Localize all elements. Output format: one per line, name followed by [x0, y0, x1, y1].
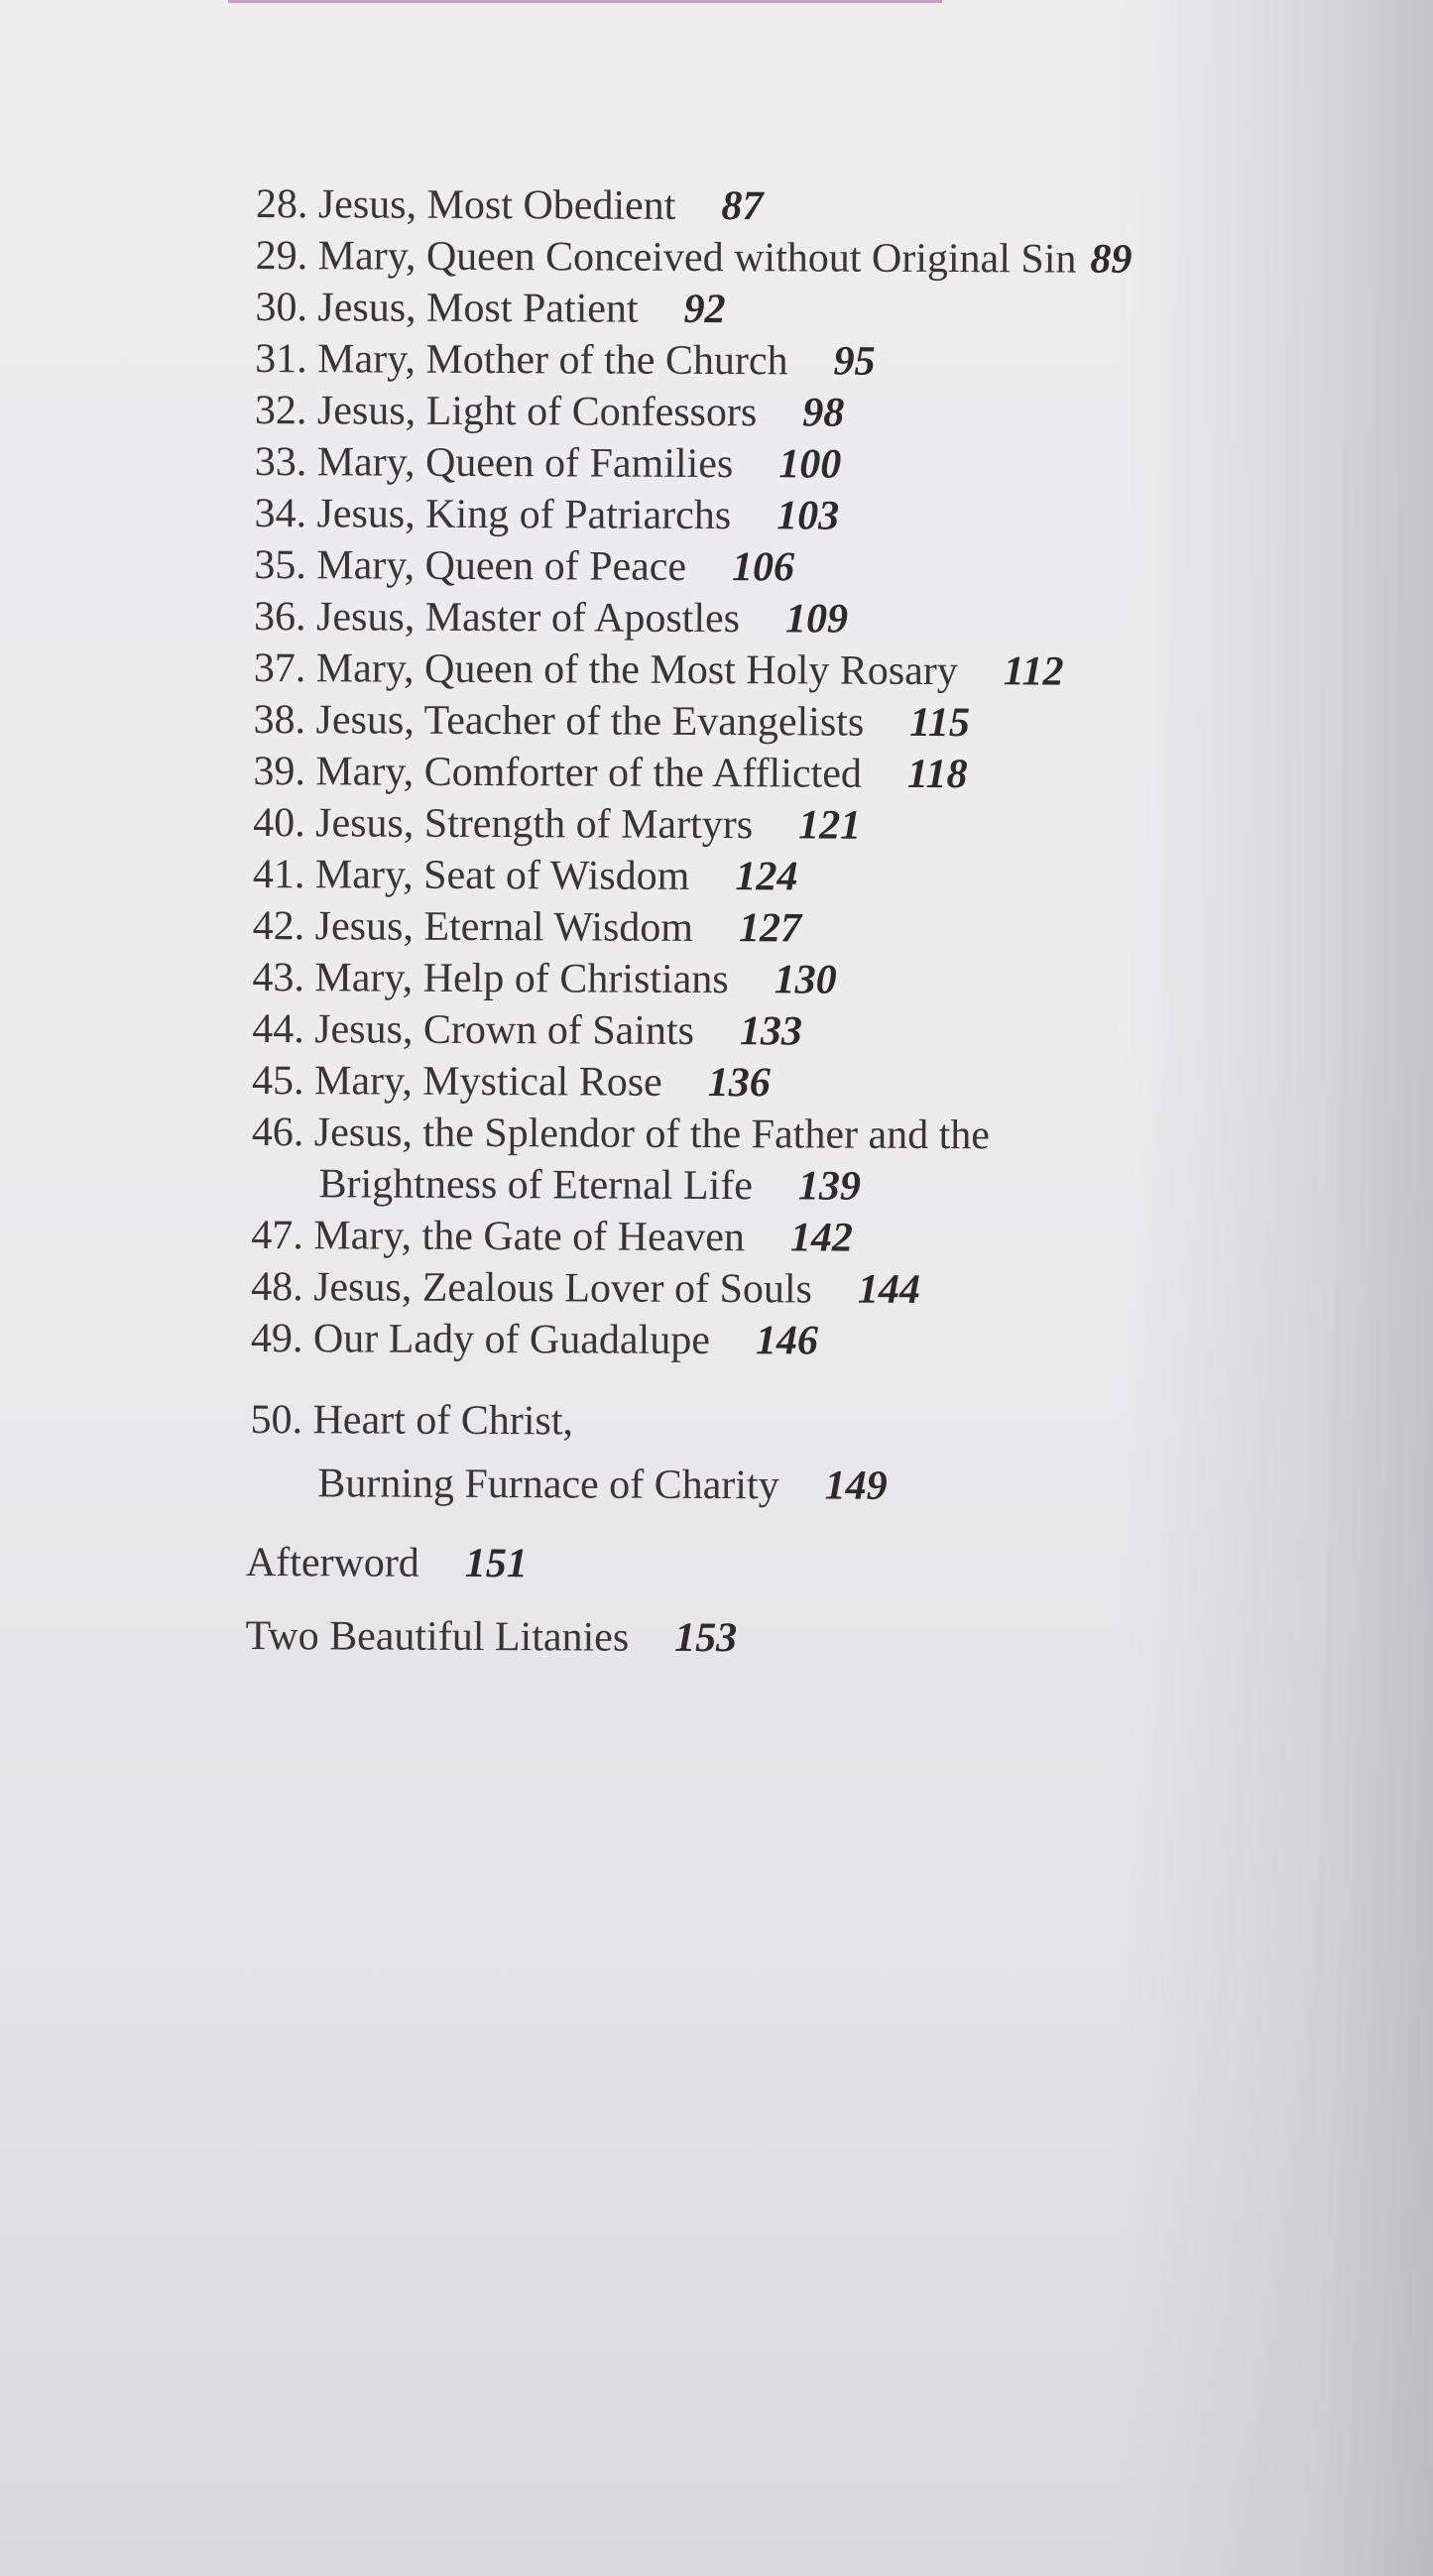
toc-entry-title: 50. Heart of Christ,	[250, 1396, 574, 1445]
toc-entry	[252, 952, 1323, 1008]
toc-entry	[254, 643, 1325, 699]
toc-entry-page: 133	[739, 1008, 803, 1055]
toc-entry-title: 48. Jesus, Zealous Lover of Souls	[251, 1263, 812, 1313]
toc-entry-page: 153	[674, 1614, 738, 1662]
toc-entry-title: 33. Mary, Queen of Families	[254, 438, 734, 488]
toc-entry-title: 36. Jesus, Master of Apostles	[253, 593, 741, 643]
toc-entry-continuation-text: Burning Furnace of Charity	[317, 1461, 779, 1509]
toc-entry	[254, 539, 1325, 596]
toc-entry-title: 29. Mary, Queen Conceived without Original Sin	[255, 232, 1077, 283]
toc-entry-title: 45. Mary, Mystical Rose	[251, 1057, 662, 1106]
toc-entry	[250, 1388, 1322, 1520]
toc-entry	[256, 230, 1327, 287]
toc-entry-page: 144	[857, 1266, 920, 1313]
toc-entry	[252, 1055, 1323, 1112]
toc-entry-page: 100	[778, 441, 842, 488]
toc-entry-page: 103	[776, 493, 840, 539]
toc-entry-continuation	[250, 1452, 1321, 1520]
page-edge-line	[228, 0, 942, 3]
toc-entry-page: 89	[1090, 236, 1133, 283]
toc-entry	[255, 282, 1326, 338]
toc-entry	[254, 488, 1325, 544]
toc-entry	[251, 1313, 1322, 1369]
toc-entry-page: 115	[909, 699, 971, 747]
toc-entry	[251, 1210, 1322, 1266]
toc-entry-continuation-text: Brightness of Eternal Life	[318, 1161, 754, 1210]
toc-entry-page: 95	[833, 338, 876, 385]
toc-entry-page: 106	[731, 544, 795, 591]
toc-entry-page: 121	[798, 802, 862, 849]
toc-entry-page: 124	[735, 854, 798, 900]
toc-entry-title: 34. Jesus, King of Patriarchs	[254, 490, 732, 539]
toc-entry-title: 47. Mary, the Gate of Heaven	[251, 1212, 746, 1261]
toc-entry-page: 142	[789, 1215, 854, 1261]
toc-entry-page: 98	[802, 390, 845, 436]
toc-entry	[251, 1261, 1322, 1318]
toc-entry-page: 149	[824, 1463, 888, 1509]
toc-entry-title: 31. Mary, Mother of the Church	[255, 335, 788, 385]
toc-entry-title: 40. Jesus, Strength of Martyrs	[253, 799, 754, 849]
toc-entry	[255, 333, 1326, 390]
toc-entry	[256, 178, 1327, 235]
toc-entry	[251, 1107, 1322, 1215]
toc-entry	[254, 591, 1325, 647]
toc-entry-page: 139	[797, 1163, 862, 1210]
toc-entry	[253, 797, 1324, 854]
toc-entry	[252, 1003, 1323, 1060]
toc-entry-title: 32. Jesus, Light of Confessors	[254, 387, 758, 436]
toc-entry-page: 146	[755, 1318, 819, 1364]
toc-entry-title: Afterword	[245, 1539, 419, 1586]
toc-entry-page: 109	[784, 596, 849, 643]
toc-entry-title: Two Beautiful Litanies	[245, 1612, 630, 1661]
toc-entry-page: 127	[738, 905, 802, 952]
toc-entry-page: 136	[707, 1059, 771, 1107]
toc-entry-page: 92	[683, 286, 726, 333]
toc-entry	[246, 1527, 1321, 1603]
toc-entry	[255, 436, 1326, 493]
toc-entry-title: 43. Mary, Help of Christians	[252, 954, 729, 1003]
toc-entry	[255, 385, 1326, 441]
toc-entry-title: 41. Mary, Seat of Wisdom	[252, 851, 690, 899]
toc-entry-title: 49. Our Lady of Guadalupe	[250, 1315, 711, 1364]
toc-entry	[254, 694, 1325, 751]
toc-entry-title: 38. Jesus, Teacher of the Evangelists	[253, 696, 865, 746]
toc-entry-page: 118	[906, 751, 968, 798]
toc-entry-title: 37. Mary, Queen of the Most Holy Rosary	[253, 644, 958, 695]
toc-entry-page: 151	[464, 1540, 528, 1587]
toc-entry	[253, 746, 1324, 802]
toc-entry-title: 39. Mary, Comforter of the Afflicted	[253, 748, 863, 797]
toc-entry-page: 87	[721, 183, 764, 230]
toc-entry-page: 130	[774, 957, 837, 1003]
toc-entry-title: 35. Mary, Queen of Peace	[254, 541, 687, 590]
toc-entry-continuation	[251, 1158, 1322, 1215]
toc-entry	[253, 849, 1324, 905]
toc-entry-page: 112	[1003, 648, 1064, 695]
toc-entry	[253, 900, 1324, 957]
toc-entry-title: 46. Jesus, the Splendor of the Father and the	[251, 1109, 991, 1159]
toc-entry-title: 30. Jesus, Most Patient	[255, 284, 639, 332]
toc-entry	[245, 1598, 1320, 1679]
toc-entry-title: 42. Jesus, Eternal Wisdom	[252, 902, 694, 951]
toc-entry-title: 44. Jesus, Crown of Saints	[252, 1005, 695, 1054]
toc-entry-title: 28. Jesus, Most Obedient	[255, 180, 676, 229]
table-of-contents	[245, 178, 1327, 1679]
